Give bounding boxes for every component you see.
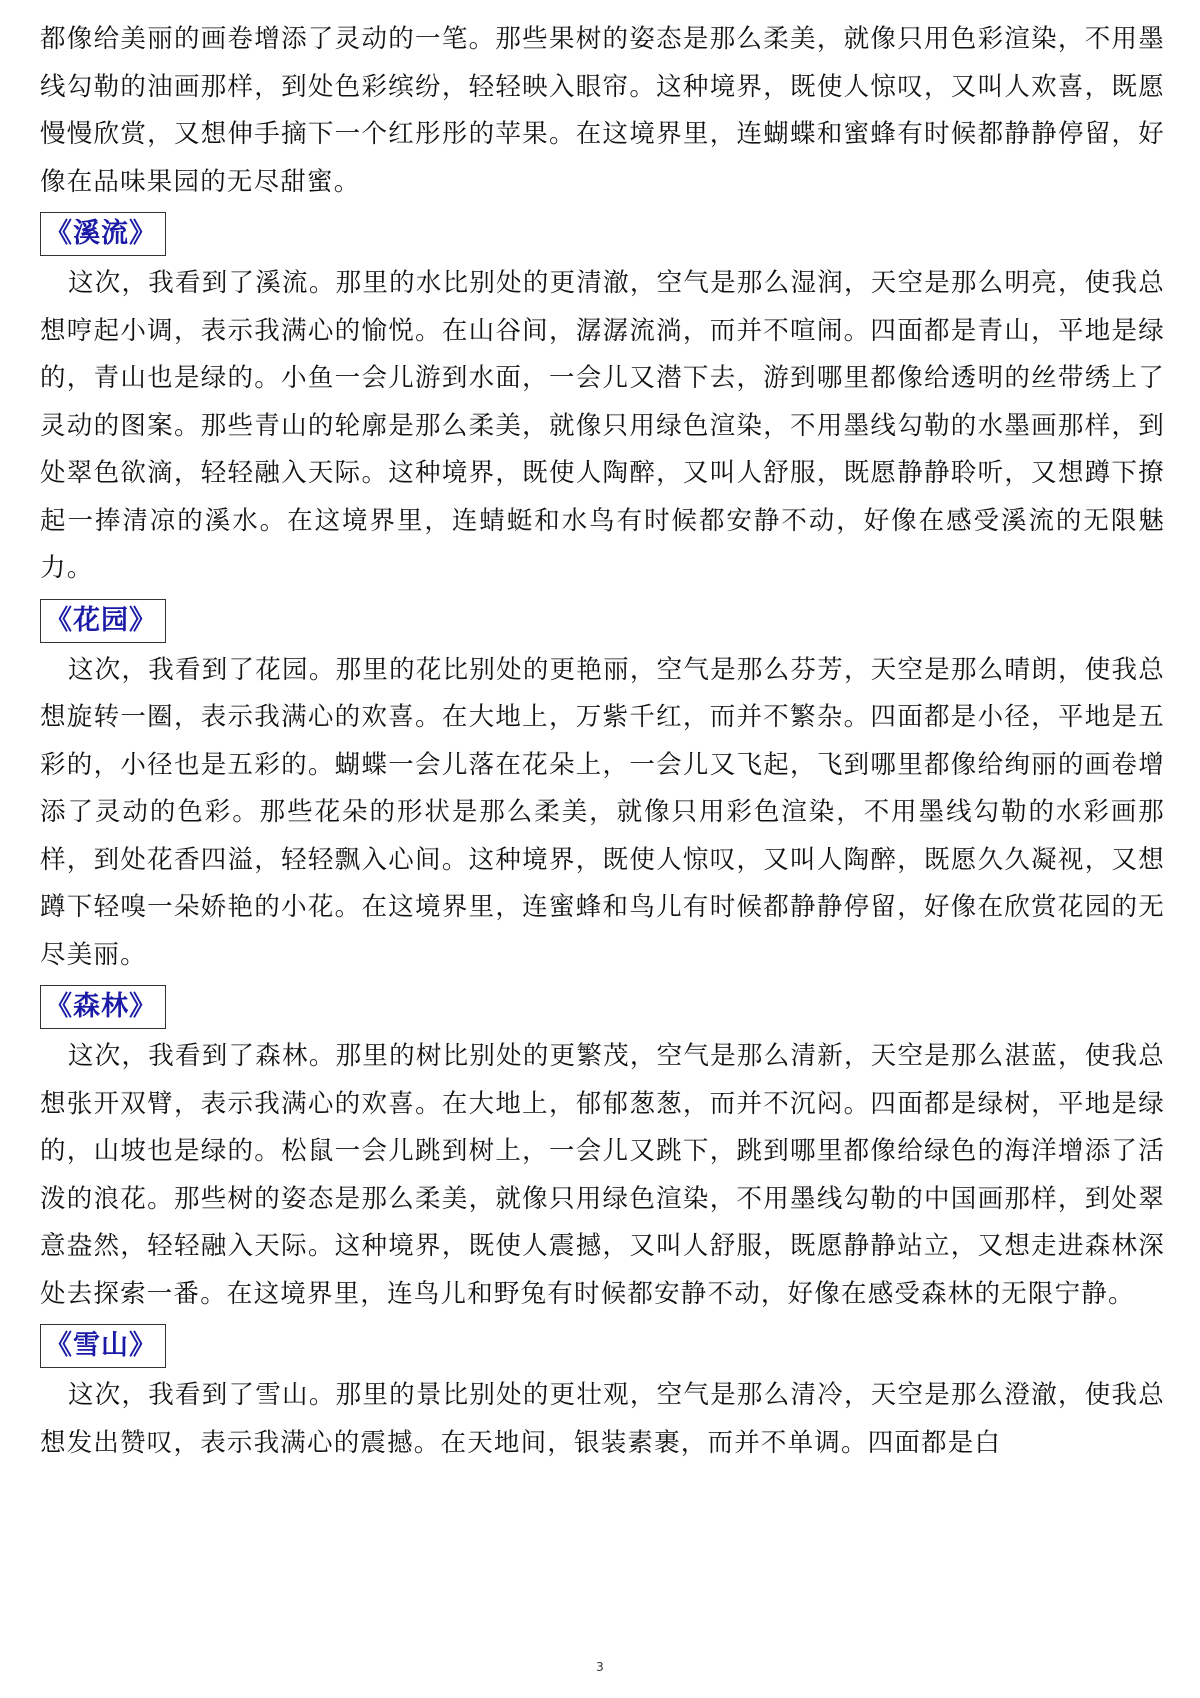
section-title-stream: 《溪流》 — [40, 212, 166, 256]
section-body-garden: 这次，我看到了花园。那里的花比别处的更艳丽，空气是那么芬芳，天空是那么晴朗，使我总想旋转一圈，表示我满心的欢喜。在大地上，万紫千红，而并不繁杂。四面都是小径，平地是五彩的，小径也是五彩的。蝴蝶一会儿落在花朵上，一会儿又飞起，飞到哪里都像给绚丽的画卷增添了灵动的色彩。那些花朵的形状是那么柔美，就像只用彩色渲染，不用墨线勾勒的水彩画那样，到处花香四溢，轻轻飘入心间。这种境界，既使人惊叹，又叫人陶醉，既愿久久凝视，又想蹲下轻嗅一朵娇艳的小花。在这境界里，连蜜蜂和鸟儿有时候都静静停留，好像在欣赏花园的无尽美丽。 — [40, 654, 1165, 970]
section-title-garden: 《花园》 — [40, 599, 166, 643]
document-page — [40, 16, 1165, 1467]
section-title-snow-mountain: 《雪山》 — [40, 1324, 166, 1368]
section-snow-mountain — [40, 1318, 1165, 1467]
section-garden — [40, 593, 1165, 980]
section-body-forest: 这次，我看到了森林。那里的树比别处的更繁茂，空气是那么清新，天空是那么湛蓝，使我总想张开双臂，表示我满心的欢喜。在大地上，郁郁葱葱，而并不沉闷。四面都是绿树，平地是绿的，山坡也是绿的。松鼠一会儿跳到树上，一会儿又跳下，跳到哪里都像给绿色的海洋增添了活泼的浪花。那些树的姿态是那么柔美，就像只用绿色渲染，不用墨线勾勒的中国画那样，到处翠意盎然，轻轻融入天际。这种境界，既使人震撼，又叫人舒服，既愿静静站立，又想走进森林深处去探索一番。在这境界里，连鸟儿和野兔有时候都安静不动，好像在感受森林的无限宁静。 — [40, 1041, 1165, 1309]
section-title-forest: 《森林》 — [40, 985, 166, 1029]
section-body-snow-mountain: 这次，我看到了雪山。那里的景比别处的更壮观，空气是那么清冷，天空是那么澄澈，使我总想发出赞叹，表示我满心的震撼。在天地间，银装素裹，而并不单调。四面都是白 — [40, 1380, 1165, 1458]
page-number: 3 — [596, 1660, 604, 1674]
intro-paragraph: 都像给美丽的画卷增添了灵动的一笔。那些果树的姿态是那么柔美，就像只用色彩渲染，不用墨线勾勒的油画那样，到处色彩缤纷，轻轻映入眼帘。这种境界，既使人惊叹，又叫人欢喜，既愿慢慢欣赏，又想伸手摘下一个红彤彤的苹果。在这境界里，连蝴蝶和蜜蜂有时候都静静停留，好像在品味果园的无尽甜蜜。 — [40, 24, 1165, 197]
section-forest — [40, 979, 1165, 1318]
section-body-stream: 这次，我看到了溪流。那里的水比别处的更清澈，空气是那么湿润，天空是那么明亮，使我总想哼起小调，表示我满心的愉悦。在山谷间，潺潺流淌，而并不喧闹。四面都是青山，平地是绿的，青山也是绿的。小鱼一会儿游到水面，一会儿又潜下去，游到哪里都像给透明的丝带绣上了灵动的图案。那些青山的轮廓是那么柔美，就像只用绿色渲染，不用墨线勾勒的水墨画那样，到处翠色欲滴，轻轻融入天际。这种境界，既使人陶醉，又叫人舒服，既愿静静聆听，又想蹲下撩起一捧清凉的溪水。在这境界里，连蜻蜓和水鸟有时候都安静不动，好像在感受溪流的无限魅力。 — [40, 268, 1165, 583]
section-stream — [40, 206, 1165, 593]
